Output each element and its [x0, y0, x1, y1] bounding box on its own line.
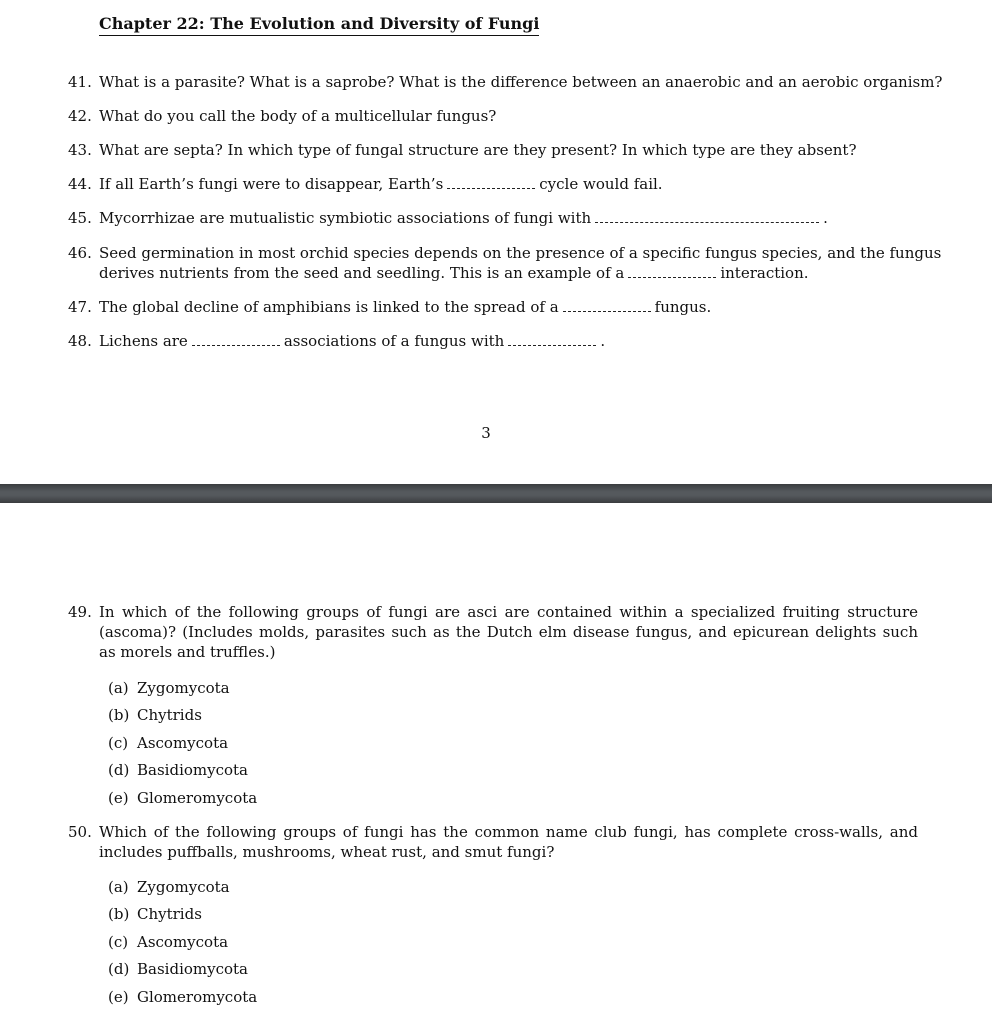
- question-text: derives nutrients from the seed and seedling. This is an example of a: [99, 264, 625, 282]
- option-a: [108, 877, 257, 904]
- question-text: Lichens are: [99, 332, 188, 350]
- question-text: The global decline of amphibians is linked to the spread of a: [99, 298, 559, 316]
- option-text: Glomeromycota: [137, 788, 258, 807]
- question-46: [68, 243, 942, 283]
- page-separator: [0, 484, 992, 503]
- option-label: (a): [108, 878, 129, 896]
- option-text: Glomeromycota: [137, 987, 258, 1006]
- question-48: [68, 331, 918, 351]
- option-label: (c): [108, 733, 129, 752]
- option-b: [108, 705, 257, 732]
- question-number: 41.: [68, 73, 92, 91]
- option-label: (c): [108, 932, 129, 951]
- option-text: Basidiomycota: [137, 761, 248, 780]
- question-number: 50.: [68, 823, 92, 841]
- question-number: 49.: [68, 603, 92, 621]
- question-number: 46.: [68, 244, 92, 262]
- option-text: Chytrids: [137, 905, 202, 924]
- question-text: associations of a fungus with: [283, 332, 505, 350]
- option-text: Ascomycota: [137, 932, 229, 951]
- answer-blank: [628, 268, 716, 278]
- chapter-title: Chapter 22: The Evolution and Diversity of Fungi: [99, 14, 539, 36]
- option-c: [108, 932, 257, 959]
- question-43: [68, 140, 918, 160]
- answer-options-50: [108, 877, 257, 1014]
- question-44: [68, 174, 918, 194]
- question-text: interaction.: [720, 264, 809, 282]
- option-d: [108, 959, 257, 986]
- option-label: (e): [108, 987, 129, 1006]
- answer-blank: [563, 302, 651, 312]
- option-label: (b): [108, 905, 130, 924]
- option-c: [108, 733, 257, 760]
- question-text: cycle would fail.: [539, 175, 663, 193]
- question-text: If all Earth’s fungi were to disappear, Earth’s: [99, 175, 444, 193]
- option-text: Zygomycota: [137, 878, 230, 896]
- question-text: In which of the following groups of fungi are asci are contained within a specialized fruiting structure (ascoma)? (Includes molds, parasites such as the Dutch elm disease fungus, and epicurean delights such as morels and truffles.): [99, 603, 918, 661]
- question-49: [68, 602, 918, 662]
- option-a: [108, 678, 257, 705]
- option-text: Zygomycota: [137, 679, 230, 697]
- option-text: Basidiomycota: [137, 960, 248, 979]
- question-text: What do you call the body of a multicellular fungus?: [99, 107, 497, 125]
- question-41: [68, 72, 943, 92]
- option-e: [108, 987, 257, 1014]
- answer-blank: [447, 179, 535, 189]
- question-45: [68, 208, 918, 228]
- answer-blank: [595, 213, 819, 223]
- document-page-bottom: [0, 503, 992, 1024]
- option-label: (e): [108, 788, 129, 807]
- option-e: [108, 788, 257, 815]
- option-b: [108, 904, 257, 931]
- answer-blank: [192, 336, 280, 346]
- option-label: (a): [108, 679, 129, 697]
- question-text: Which of the following groups of fungi has the common name club fungi, has complete cross-walls, and includes puffballs, mushrooms, wheat rust, and smut fungi?: [99, 823, 918, 861]
- question-text: .: [823, 209, 828, 227]
- option-label: (b): [108, 706, 130, 725]
- question-number: 44.: [68, 175, 92, 193]
- question-text: What are septa? In which type of fungal structure are they present? In which type are they absent?: [99, 141, 857, 159]
- option-label: (d): [108, 960, 130, 979]
- question-42: [68, 106, 918, 126]
- question-50: [68, 822, 918, 862]
- page-number: 3: [481, 424, 491, 442]
- question-text: What is a parasite? What is a saprobe? What is the difference between an anaerobic and an aerobic organism?: [99, 73, 943, 91]
- question-text: Seed germination in most orchid species depends on the presence of a specific fungus species, and the fungus: [99, 244, 942, 262]
- question-number: 48.: [68, 332, 92, 350]
- option-label: (d): [108, 761, 130, 780]
- option-text: Ascomycota: [137, 733, 229, 752]
- question-text: fungus.: [654, 298, 712, 316]
- option-text: Chytrids: [137, 706, 202, 725]
- document-page-top: [0, 0, 992, 484]
- option-d: [108, 760, 257, 787]
- question-number: 43.: [68, 141, 92, 159]
- answer-blank: [508, 336, 596, 346]
- question-47: [68, 297, 918, 317]
- question-number: 42.: [68, 107, 92, 125]
- question-number: 45.: [68, 209, 92, 227]
- question-text: .: [600, 332, 606, 350]
- question-text: Mycorrhizae are mutualistic symbiotic associations of fungi with: [99, 209, 592, 227]
- answer-options-49: [108, 678, 257, 815]
- question-number: 47.: [68, 298, 92, 316]
